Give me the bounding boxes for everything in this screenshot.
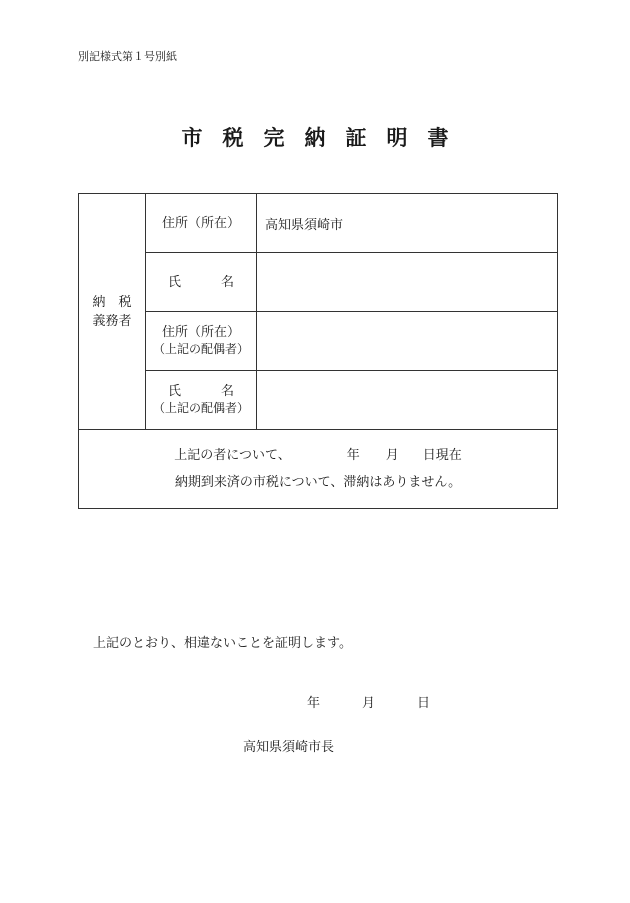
certificate-table bbox=[78, 193, 558, 509]
issue-date bbox=[307, 692, 430, 711]
address-value[interactable]: 高知県須崎市 bbox=[257, 194, 558, 253]
address-label: 住所（所在） bbox=[146, 194, 257, 253]
tax-status-statement bbox=[79, 430, 558, 509]
attestation-text: 上記のとおり、相違ないことを証明します。 bbox=[93, 636, 352, 651]
section-label-line1: 納 税 bbox=[92, 294, 132, 310]
issue-month: 月 bbox=[362, 696, 376, 711]
taxpayer-section-label bbox=[79, 194, 146, 430]
section-label-line2: 義務者 bbox=[92, 313, 132, 329]
form-reference: 別記様式第１号別紙 bbox=[78, 50, 177, 63]
document-title: 市税完納証明書 bbox=[181, 125, 469, 150]
name-label: 氏 名 bbox=[146, 253, 257, 312]
issue-day: 日 bbox=[417, 696, 431, 711]
issue-year: 年 bbox=[307, 696, 321, 711]
spouse-address-label: 住所（所在） （上記の配偶者） bbox=[146, 312, 257, 371]
name-value[interactable] bbox=[257, 253, 558, 312]
spouse-name-label: 氏 名 （上記の配偶者） bbox=[146, 371, 257, 430]
issuer-name: 高知県須崎市長 bbox=[243, 740, 335, 755]
status-line2: 納期到来済の市税について、滞納はありません。 bbox=[174, 475, 462, 490]
status-line1: 上記の者について、 年 月 日現在 bbox=[174, 448, 462, 463]
spouse-address-value[interactable] bbox=[257, 312, 558, 371]
spouse-name-value[interactable] bbox=[257, 371, 558, 430]
